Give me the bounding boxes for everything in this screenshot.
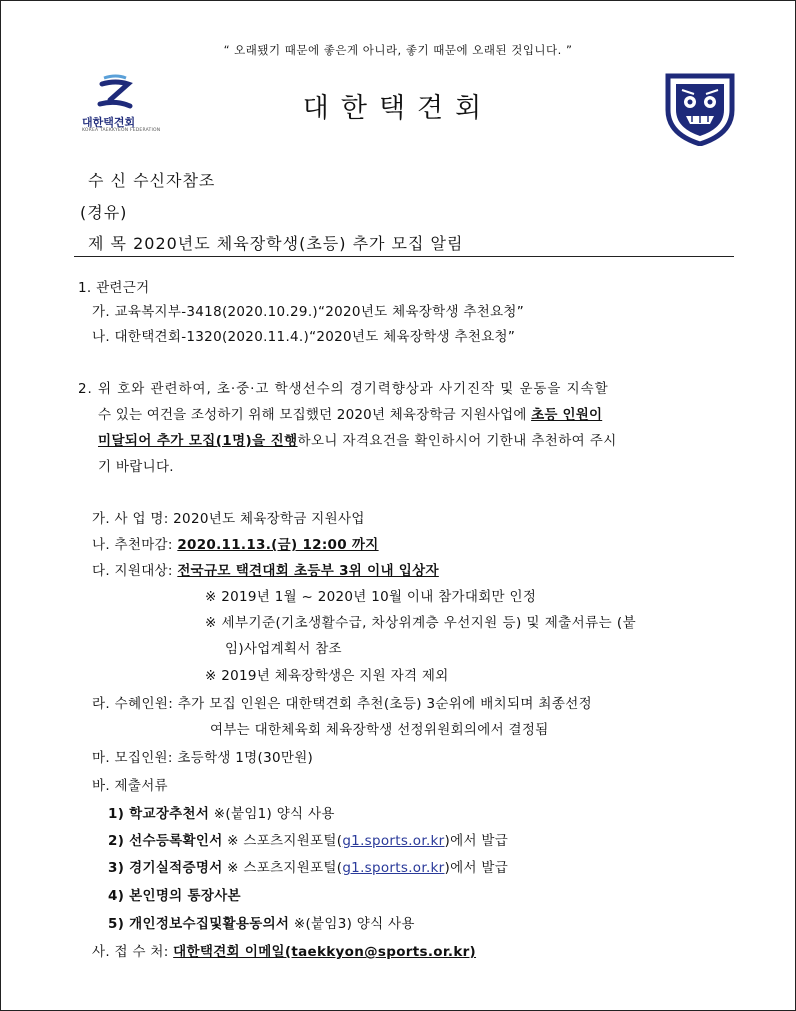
recruit-line: 마. 모집인원: 초등학생 1명(30만원) (92, 750, 314, 766)
document-name: 5) 개인정보수집및활용동의서 (108, 916, 290, 932)
via-line: (경유) (80, 203, 128, 222)
field-label: 가. 사 업 명: (92, 511, 174, 527)
contact-email[interactable]: 대한택견회 이메일(taekkyon@sports.or.kr) (173, 944, 477, 960)
documents-heading: 바. 제출서류 (92, 778, 168, 794)
document-name: 3) 경기실적증명서 (108, 860, 223, 876)
field-value: 2020년도 체육장학금 지원사업 (173, 511, 365, 527)
section2-line (98, 403, 602, 423)
document-note: )에서 발급 (444, 833, 509, 849)
contact-line (92, 940, 476, 960)
document-note: )에서 발급 (444, 860, 509, 876)
field-label: 사. 접 수 처: (92, 944, 174, 960)
benefit-line: 여부는 대한체육회 체육장학생 선정위원회의에서 결정됨 (210, 722, 549, 738)
document-item (108, 884, 241, 904)
org-logo-subtext: KOREA TAEKKYEON FEDERATION (82, 128, 161, 133)
note-line: 임)사업계획서 참조 (225, 641, 342, 657)
note-line: ※ 2019년 1월 ~ 2020년 10월 이내 참가대회만 인정 (205, 589, 537, 605)
section2-emphasis: 미달되어 추가 모집(1명)을 진행 (98, 433, 298, 449)
target-line (92, 559, 439, 579)
document-note: ※ 스포츠지원포털( (222, 833, 343, 849)
target-value: 전국규모 택견대회 초등부 3위 이내 입상자 (177, 563, 439, 579)
motto: “ 오래됐기 때문에 좋은게 아니라, 좋기 때문에 오래된 것입니다. ” (223, 43, 573, 57)
section2-text: 하오니 자격요건을 확인하시어 기한내 추천하여 주시 (297, 433, 617, 449)
note-line: ※ 2019년 체육장학생은 지원 자격 제외 (205, 668, 449, 684)
benefit-line: 라. 수혜인원: 추가 모집 인원은 대한택견회 추천(초등) 3순위에 배치되며 최종선정 (92, 696, 592, 712)
field-label: 다. 지원대상: (92, 563, 178, 579)
sports-portal-link[interactable]: g1.sports.or.kr (342, 833, 445, 849)
mask-shield-icon (660, 66, 740, 146)
section1-heading: 1. 관련근거 (78, 280, 150, 296)
section2-line: 기 바랍니다. (98, 459, 174, 475)
org-emblem-right (660, 66, 740, 146)
deadline-value: 2020.11.13.(금) 12:00 까지 (177, 537, 379, 553)
header-divider (74, 256, 734, 257)
org-title: 대한택견회 (302, 93, 494, 124)
field-label: 나. 추천마감: (92, 537, 178, 553)
section2-line: 2. 위 호와 관련하여, 초·중·고 학생선수의 경기력향상과 사기진작 및 운동을 지속할 (78, 381, 609, 397)
document-name: 2) 선수등록확인서 (108, 833, 223, 849)
recipient-line: 수 신 수신자참조 (88, 171, 216, 190)
document-note: ※ 스포츠지원포털( (222, 860, 343, 876)
section1-item: 나. 대한택견회-1320(2020.11.4.)“2020년도 체육장학생 추천요청” (92, 329, 516, 345)
subject-line: 제 목 2020년도 체육장학생(초등) 추가 모집 알림 (88, 234, 464, 253)
note-line: ※ 세부기준(기초생활수급, 차상위계층 우선지원 등) 및 제출서류는 (붙 (205, 615, 637, 631)
business-name-line (92, 507, 365, 527)
section2-line (98, 429, 617, 449)
document-note: ※(붙임1) 양식 사용 (209, 806, 335, 822)
document-name: 4) 본인명의 통장사본 (108, 888, 241, 904)
section2-text: 수 있는 여건을 조성하기 위해 모집했던 2020년 체육장학금 지원사업에 (98, 407, 532, 423)
section2-emphasis: 초등 인원이 (531, 407, 603, 423)
document-item (108, 829, 508, 849)
document-item (108, 856, 508, 876)
document-name: 1) 학교장추천서 (108, 806, 210, 822)
document-item (108, 912, 415, 932)
org-logo-text: 대한택견회 (82, 116, 136, 129)
section1-item: 가. 교육복지부-3418(2020.10.29.)“2020년도 체육장학생 추천요청” (92, 304, 525, 320)
document-note: ※(붙임3) 양식 사용 (289, 916, 415, 932)
sports-portal-link[interactable]: g1.sports.or.kr (342, 860, 445, 876)
deadline-line (92, 533, 379, 553)
document-item (108, 802, 335, 822)
